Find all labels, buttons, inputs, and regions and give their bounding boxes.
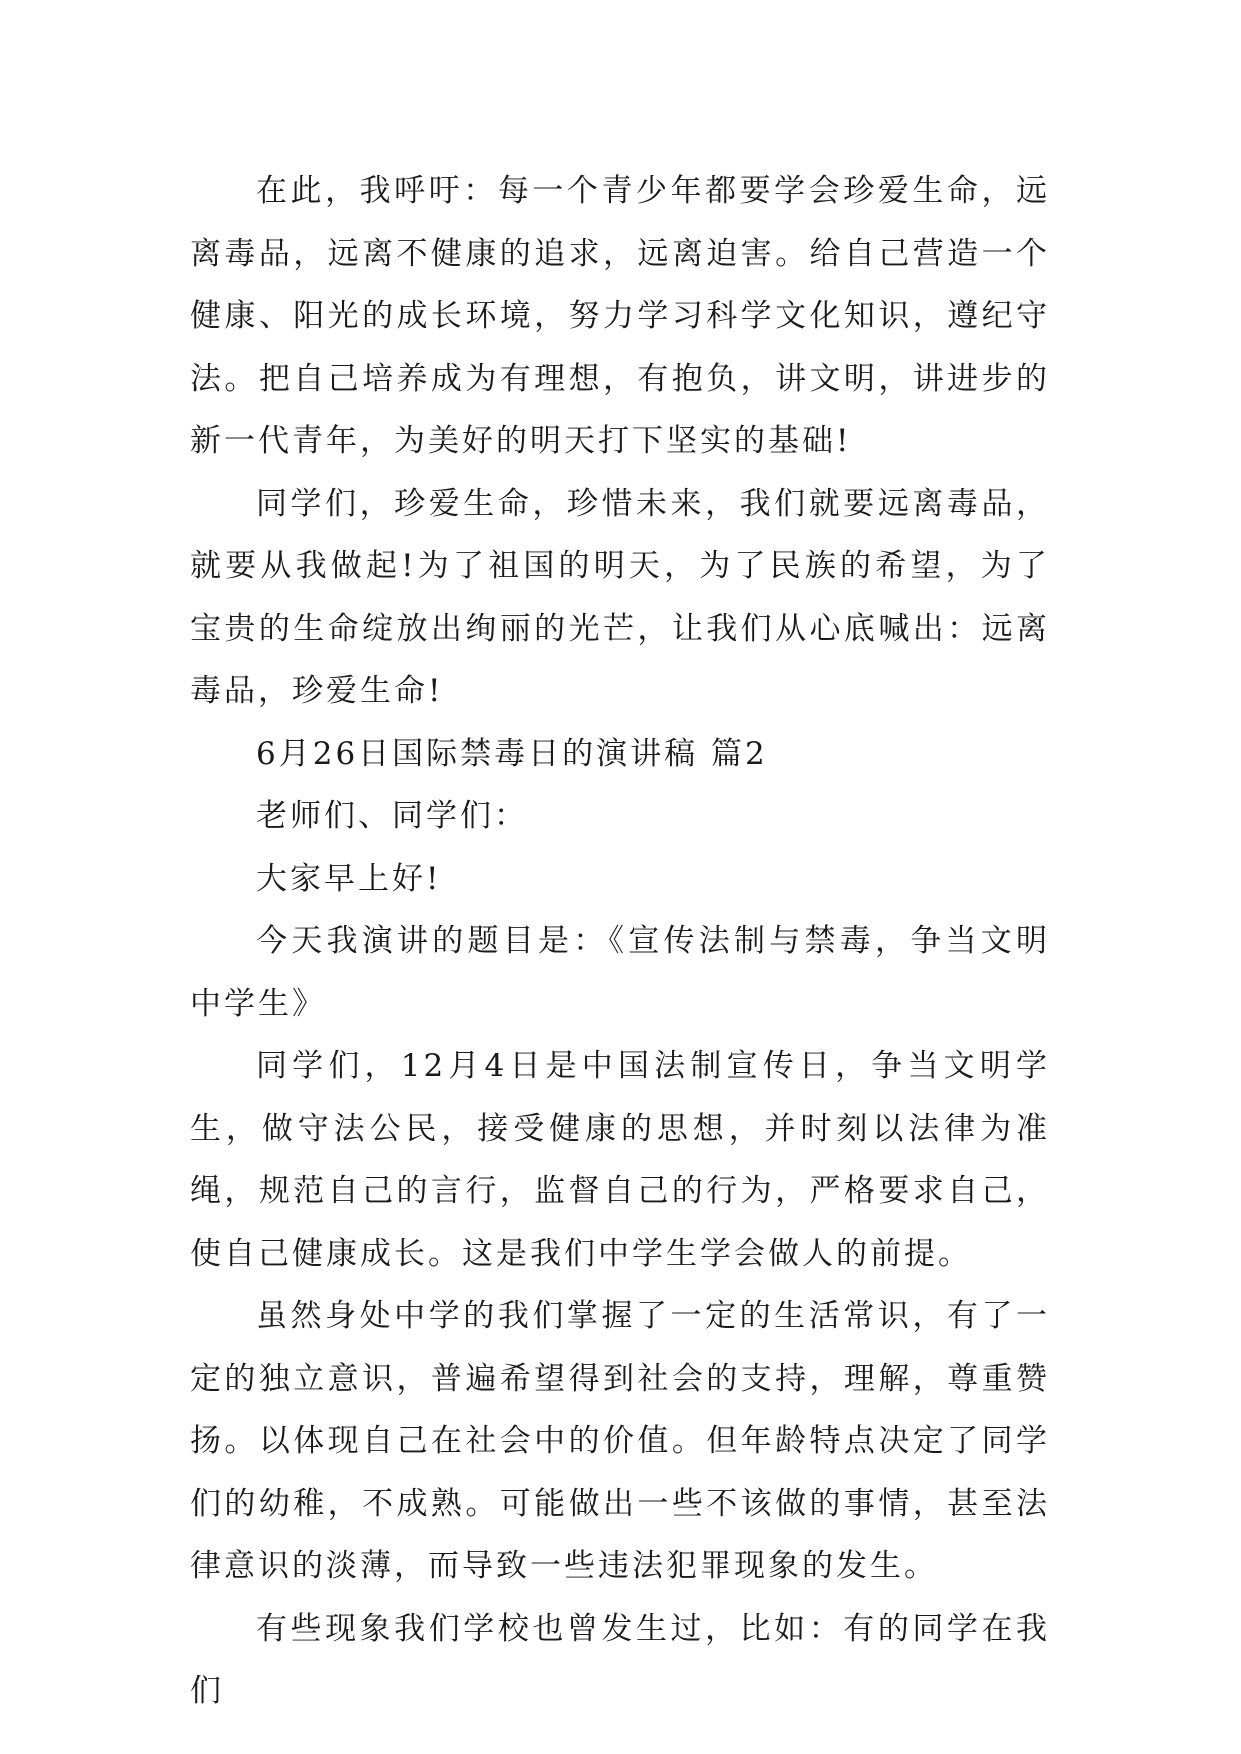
paragraph-legal-day: 同学们，12月4日是中国法制宣传日，争当文明学生，做守法公民，接受健康的思想，并时刻以法律为准绳，规范自己的言行，监督自己的行为，严格要求自己，使自己健康成长。这是我们中学生学会做人的前提。 — [190, 1048, 1050, 1272]
paragraph-middle-school: 虽然身处中学的我们掌握了一定的生活常识，有了一定的独立意识，普遍希望得到社会的支持，理解，尊重赞扬。以体现自己在社会中的价值。但年龄特点决定了同学们的幼稚，不成熟。可能做出一些不该做的事情，甚至法律意识的淡薄，而导致一些违法犯罪现象的发生。 — [190, 1298, 1050, 1584]
greeting: 大家早上好! — [256, 860, 442, 897]
paragraph-school-phenomena: 有些现象我们学校也曾发生过，比如：有的同学在我们 — [190, 1610, 1050, 1709]
paragraph-cherish-life: 同学们，珍爱生命，珍惜未来，我们就要远离毒品，就要从我做起!为了祖国的明天，为了民族的希望，为了宝贵的生命绽放出绚丽的光芒，让我们从心底喊出：远离毒品，珍爱生命! — [190, 485, 1050, 709]
section-heading: 6月26日国际禁毒日的演讲稿 篇2 — [256, 735, 768, 772]
document-body — [190, 160, 1050, 1723]
paragraph-speech-topic: 今天我演讲的题目是：《宣传法制与禁毒，争当文明中学生》 — [190, 923, 1050, 1022]
paragraph-appeal: 在此，我呼吁：每一个青少年都要学会珍爱生命，远离毒品，远离不健康的追求，远离迫害。给自己营造一个健康、阳光的成长环境，努力学习科学文化知识，遵纪守法。把自己培养成为有理想，有抱负，讲文明，讲进步的新一代青年，为美好的明天打下坚实的基础! — [190, 173, 1050, 459]
salutation: 老师们、同学们： — [256, 798, 528, 834]
